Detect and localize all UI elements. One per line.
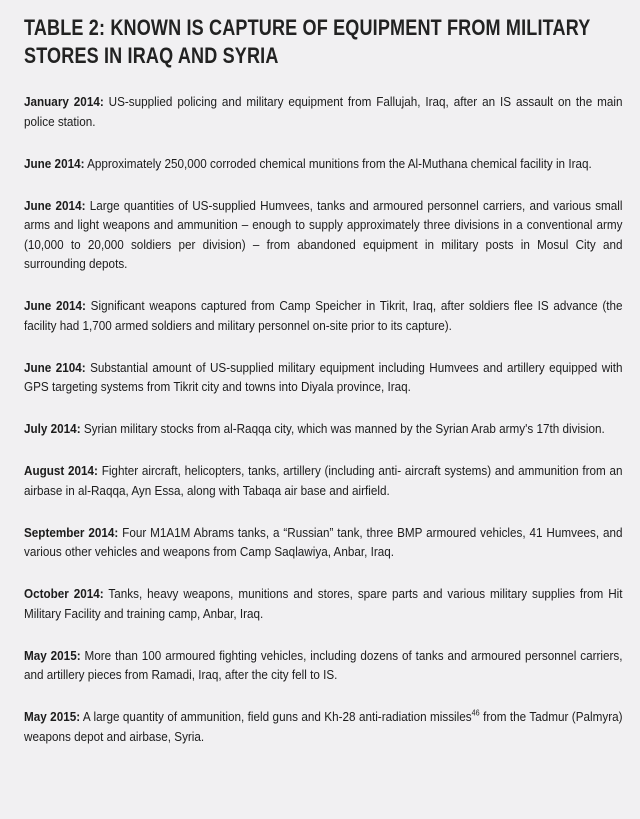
- entry: [24, 419, 623, 439]
- entry-text: Four M1A1M Abrams tanks, a “Russian” tank, three BMP armoured vehicles, 41 Humvees, and various other vehicles and weapons from Camp Saqlawiya, Anbar, Iraq.: [24, 524, 623, 559]
- entry: [24, 154, 623, 174]
- entry-date: September 2014:: [24, 524, 119, 540]
- entry-text: Tanks, heavy weapons, munitions and stores, spare parts and various military supplies from Hit Military Facility and training camp, Anbar, Iraq.: [24, 586, 623, 621]
- entry-date: June 2014:: [24, 197, 86, 213]
- entry-text: Syrian military stocks from al-Raqqa city, which was manned by the Syrian Arab army's 17th division.: [80, 421, 605, 436]
- entry: [24, 358, 623, 397]
- entry-date: August 2014:: [24, 463, 98, 478]
- entry: [24, 707, 623, 746]
- entry-date: June 2014:: [24, 298, 86, 313]
- entry-text: A large quantity of ammunition, field guns and Kh-28 anti-radiation missiles: [80, 709, 472, 724]
- entry-date: May 2015:: [24, 647, 81, 663]
- table-title: TABLE 2: KNOWN IS CAPTURE OF EQUIPMENT FROM MILITARY STORES IN IRAQ AND SYRIA: [24, 15, 591, 68]
- entry-date: May 2015:: [24, 709, 81, 724]
- entry: [24, 92, 623, 131]
- entry-date: July 2014:: [24, 421, 81, 436]
- entry: [24, 523, 623, 562]
- entry-date: June 2014:: [24, 155, 85, 171]
- entry: [24, 584, 623, 623]
- entry-text: Significant weapons captured from Camp Speicher in Tikrit, Iraq, after soldiers flee IS advance (the facility had 1,700 armed soldiers and military personnel on-site prior to its capture).: [24, 298, 623, 333]
- entry-text: US-supplied policing and military equipment from Fallujah, Iraq, after an IS assault on the main police station.: [24, 94, 623, 129]
- entry-date: October 2014:: [24, 586, 104, 601]
- entry: [24, 461, 623, 500]
- entry-text: Fighter aircraft, helicopters, tanks, artillery (including anti- aircraft systems) and ammunition from an airbase in al-Raqqa, Ayn Essa, along with Tabaqa air base and airfield.: [24, 463, 623, 498]
- entry: [24, 646, 623, 685]
- entry-text: Substantial amount of US-supplied military equipment including Humvees and artillery equipped with GPS targeting systems from Tikrit city and towns into Diyala province, Iraq.: [24, 359, 623, 394]
- footnote-marker: 46: [471, 708, 480, 718]
- entry: [24, 196, 623, 274]
- entry-list: [24, 92, 626, 746]
- entry: [24, 296, 623, 335]
- entry-text: Approximately 250,000 corroded chemical munitions from the Al-Muthana chemical facility in Iraq.: [84, 155, 592, 171]
- entry-text: Large quantities of US-supplied Humvees, tanks and armoured personnel carriers, and various small arms and light weapons and ammunition – enough to supply approximately three divisions in a conventional army (10,000 to 20,000 soldiers per division) – from abandoned equipment in military posts in Mosul City and surrounding depots.: [24, 197, 623, 271]
- entry-text-continued: from the Tadmur (Palmyra) weapons depot and airbase, Syria.: [24, 709, 623, 744]
- entry-text: More than 100 armoured fighting vehicles, including dozens of tanks and armoured personnel carriers, and artillery pieces from Ramadi, Iraq, after the city fell to IS.: [24, 647, 623, 682]
- entry-date: January 2014:: [24, 94, 104, 109]
- entry-date: June 2104:: [24, 359, 86, 375]
